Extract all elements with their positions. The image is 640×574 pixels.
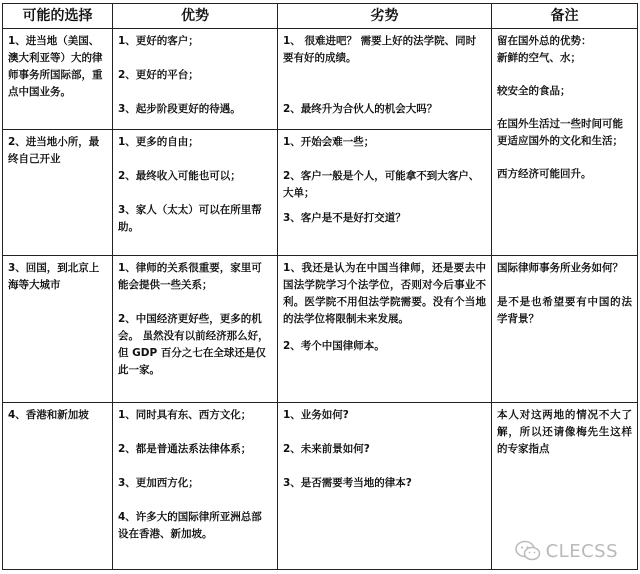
header-row xyxy=(3,4,638,29)
pros-item: 2、更好的平台； xyxy=(118,69,199,81)
cons-item: 2、客户一般是个人，可能拿不到大客户、大单； xyxy=(283,170,480,199)
table-row xyxy=(3,29,638,130)
option-cell xyxy=(3,130,113,256)
pros-item: 2、中国经济更好些，更多的机会。 虽然没有以前经济那么好，但 GDP 百分之七在全球还是仅此一家。 xyxy=(118,313,269,376)
option-text: 4、香港和新加坡 xyxy=(8,409,89,421)
shared-note-cell xyxy=(492,29,638,256)
pros-item: 1、更多的自由； xyxy=(118,136,199,148)
pros-item: 3、家人（太太）可以在所里帮助。 xyxy=(118,204,262,233)
watermark xyxy=(515,540,618,562)
option-cell xyxy=(3,403,113,570)
pros-cell xyxy=(113,130,278,256)
option-cell xyxy=(3,29,113,130)
cons-item: 2、考个中国律师本。 xyxy=(283,340,385,352)
watermark-text: CLECSS xyxy=(545,540,618,562)
header-cons: 劣势 xyxy=(278,4,492,29)
cons-cell xyxy=(278,130,492,256)
note-line: 在国外生活过一些时间可能更适应国外的文化和生活； xyxy=(497,118,623,147)
notes-cell xyxy=(492,256,638,403)
header-pros: 优势 xyxy=(113,4,278,29)
pros-item: 4、许多大的国际律所亚洲总部设在香港、新加坡。 xyxy=(118,511,262,540)
pros-item: 2、都是普通法系法律体系； xyxy=(118,443,252,455)
pros-item: 2、最终收入可能也可以； xyxy=(118,170,241,182)
option-text: 3、回国，到北京上海等大城市 xyxy=(8,262,100,291)
pros-item: 1、更好的客户； xyxy=(118,35,199,47)
header-notes: 备注 xyxy=(492,4,638,29)
pros-cell xyxy=(113,256,278,403)
cons-item: 2、最终升为合伙人的机会大吗？ xyxy=(283,103,438,115)
cons-item: 3、客户是不是好打交道？ xyxy=(283,212,406,224)
table-row xyxy=(3,256,638,403)
header-option: 可能的选择 xyxy=(3,4,113,29)
cons-item: 1、开始会难一些； xyxy=(283,136,375,148)
pros-item: 3、起步阶段更好的待遇。 xyxy=(118,103,241,115)
note-line: 本人对这两地的情况不大了解，所以还请像梅先生这样的专家指点 xyxy=(497,409,632,455)
cons-item: 2、未来前景如何? xyxy=(283,443,370,455)
note-line: 留在国外总的优势： xyxy=(497,35,592,47)
option-text: 2、进当地小所，最终自己开业 xyxy=(8,136,100,165)
pros-item: 1、律师的关系很重要，家里可能会提供一些关系； xyxy=(118,262,262,291)
note-line: 较安全的食品； xyxy=(497,85,571,97)
option-text: 1、进当地（美国、澳大利亚等）大的律师事务所国际部，重点中国业务。 xyxy=(8,35,103,98)
cons-cell xyxy=(278,29,492,130)
pros-item: 1、同时具有东、西方文化； xyxy=(118,409,252,421)
cons-cell xyxy=(278,403,492,570)
note-line: 西方经济可能回升。 xyxy=(497,168,592,180)
note-line: 新鲜的空气、水； xyxy=(497,52,581,64)
cons-item: 3、是否需要考当地的律本? xyxy=(283,477,412,489)
cons-item: 1、我还是认为在中国当律师，还是要去中国法学院学习个法学位，否则对今后事业不利。医学院不用但法学院需要。没有个当地的法学位将限制未来发展。 xyxy=(283,262,486,325)
cons-cell xyxy=(278,256,492,403)
cons-item: 1、 很难进吧？ 需要上好的法学院、同时要有好的成绩。 xyxy=(283,35,477,64)
wechat-icon xyxy=(515,540,541,562)
note-line: 国际律师事务所业务如何？ xyxy=(497,262,623,274)
comparison-table xyxy=(2,3,638,570)
option-cell xyxy=(3,256,113,403)
pros-cell xyxy=(113,403,278,570)
note-line: 是不是也希望要有中国的法学背景？ xyxy=(497,296,632,325)
cons-item: 1、业务如何? xyxy=(283,409,349,421)
pros-cell xyxy=(113,29,278,130)
pros-item: 3、更加西方化； xyxy=(118,477,199,489)
